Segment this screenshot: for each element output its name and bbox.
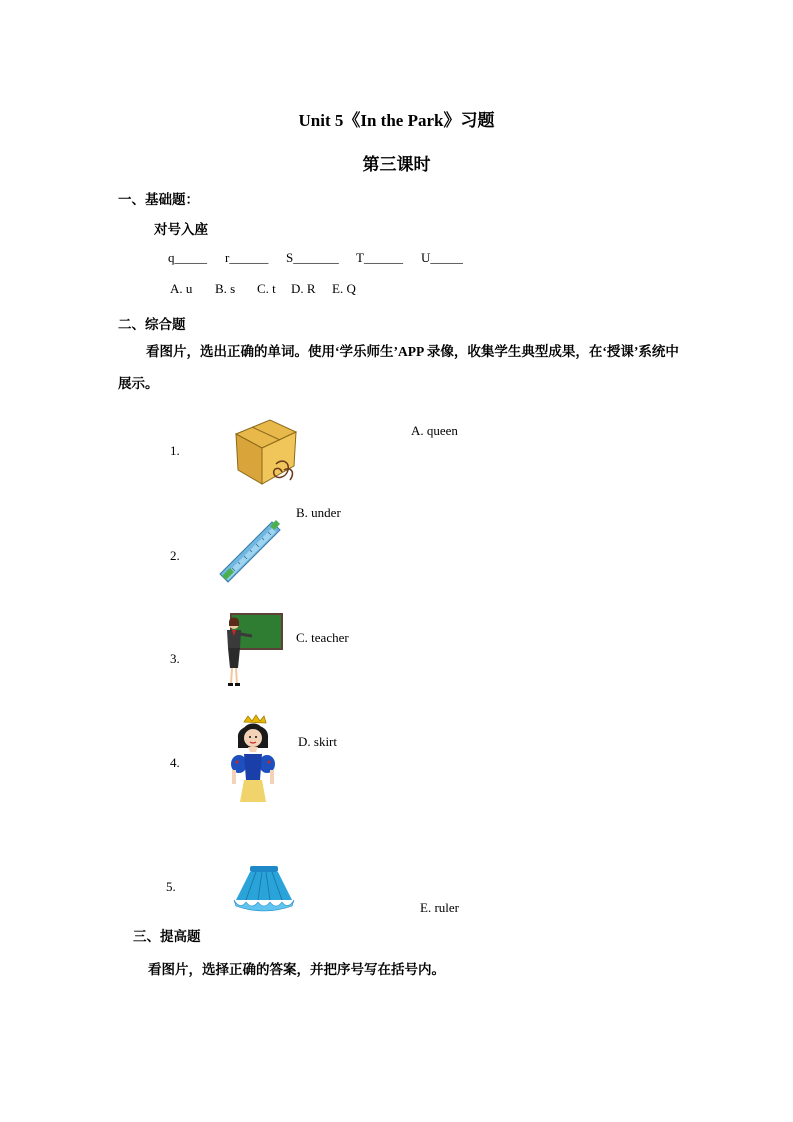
word-d: D. skirt	[298, 734, 337, 749]
word-b: B. under	[296, 505, 341, 520]
item-number-1: 1.	[170, 443, 180, 458]
blank-r: r______	[225, 250, 269, 265]
option-b: B. s	[215, 281, 236, 296]
skirt-icon	[232, 864, 296, 914]
section1-subheading: 对号入座	[154, 222, 208, 237]
teacher-icon	[218, 612, 284, 688]
option-e: E. Q	[332, 281, 356, 296]
box-icon	[230, 414, 305, 489]
word-a: A. queen	[411, 423, 458, 438]
item-number-4: 4.	[170, 755, 180, 770]
blank-q: q_____	[168, 250, 207, 265]
section3-heading: 三、提高题	[133, 929, 201, 944]
item-number-3: 3.	[170, 651, 180, 666]
page-subtitle: 第三课时	[362, 155, 431, 174]
ruler-icon	[218, 518, 282, 584]
word-c: C. teacher	[296, 630, 349, 645]
option-c: C. t	[257, 281, 276, 296]
blank-s: S_______	[286, 250, 339, 265]
section2-instruction: 看图片，选出正确的单词。使用‘学乐师生’APP 录像，收集学生典型成果，在‘授课’系统中展示。	[118, 344, 679, 391]
word-e: E. ruler	[420, 900, 459, 915]
item-number-2: 2.	[170, 548, 180, 563]
section1-heading: 一、基础题：	[118, 192, 199, 207]
page-title: Unit 5《In the Park》习题	[298, 111, 495, 130]
option-d: D. R	[291, 281, 316, 296]
blank-u: U_____	[421, 250, 463, 265]
section3-instruction: 看图片，选择正确的答案，并把序号写在括号内。	[148, 962, 445, 977]
queen-icon	[222, 714, 284, 802]
option-a: A. u	[170, 281, 193, 296]
blank-t: T______	[356, 250, 403, 265]
item-number-5: 5.	[166, 879, 176, 894]
section2-heading: 二、综合题	[118, 317, 186, 332]
